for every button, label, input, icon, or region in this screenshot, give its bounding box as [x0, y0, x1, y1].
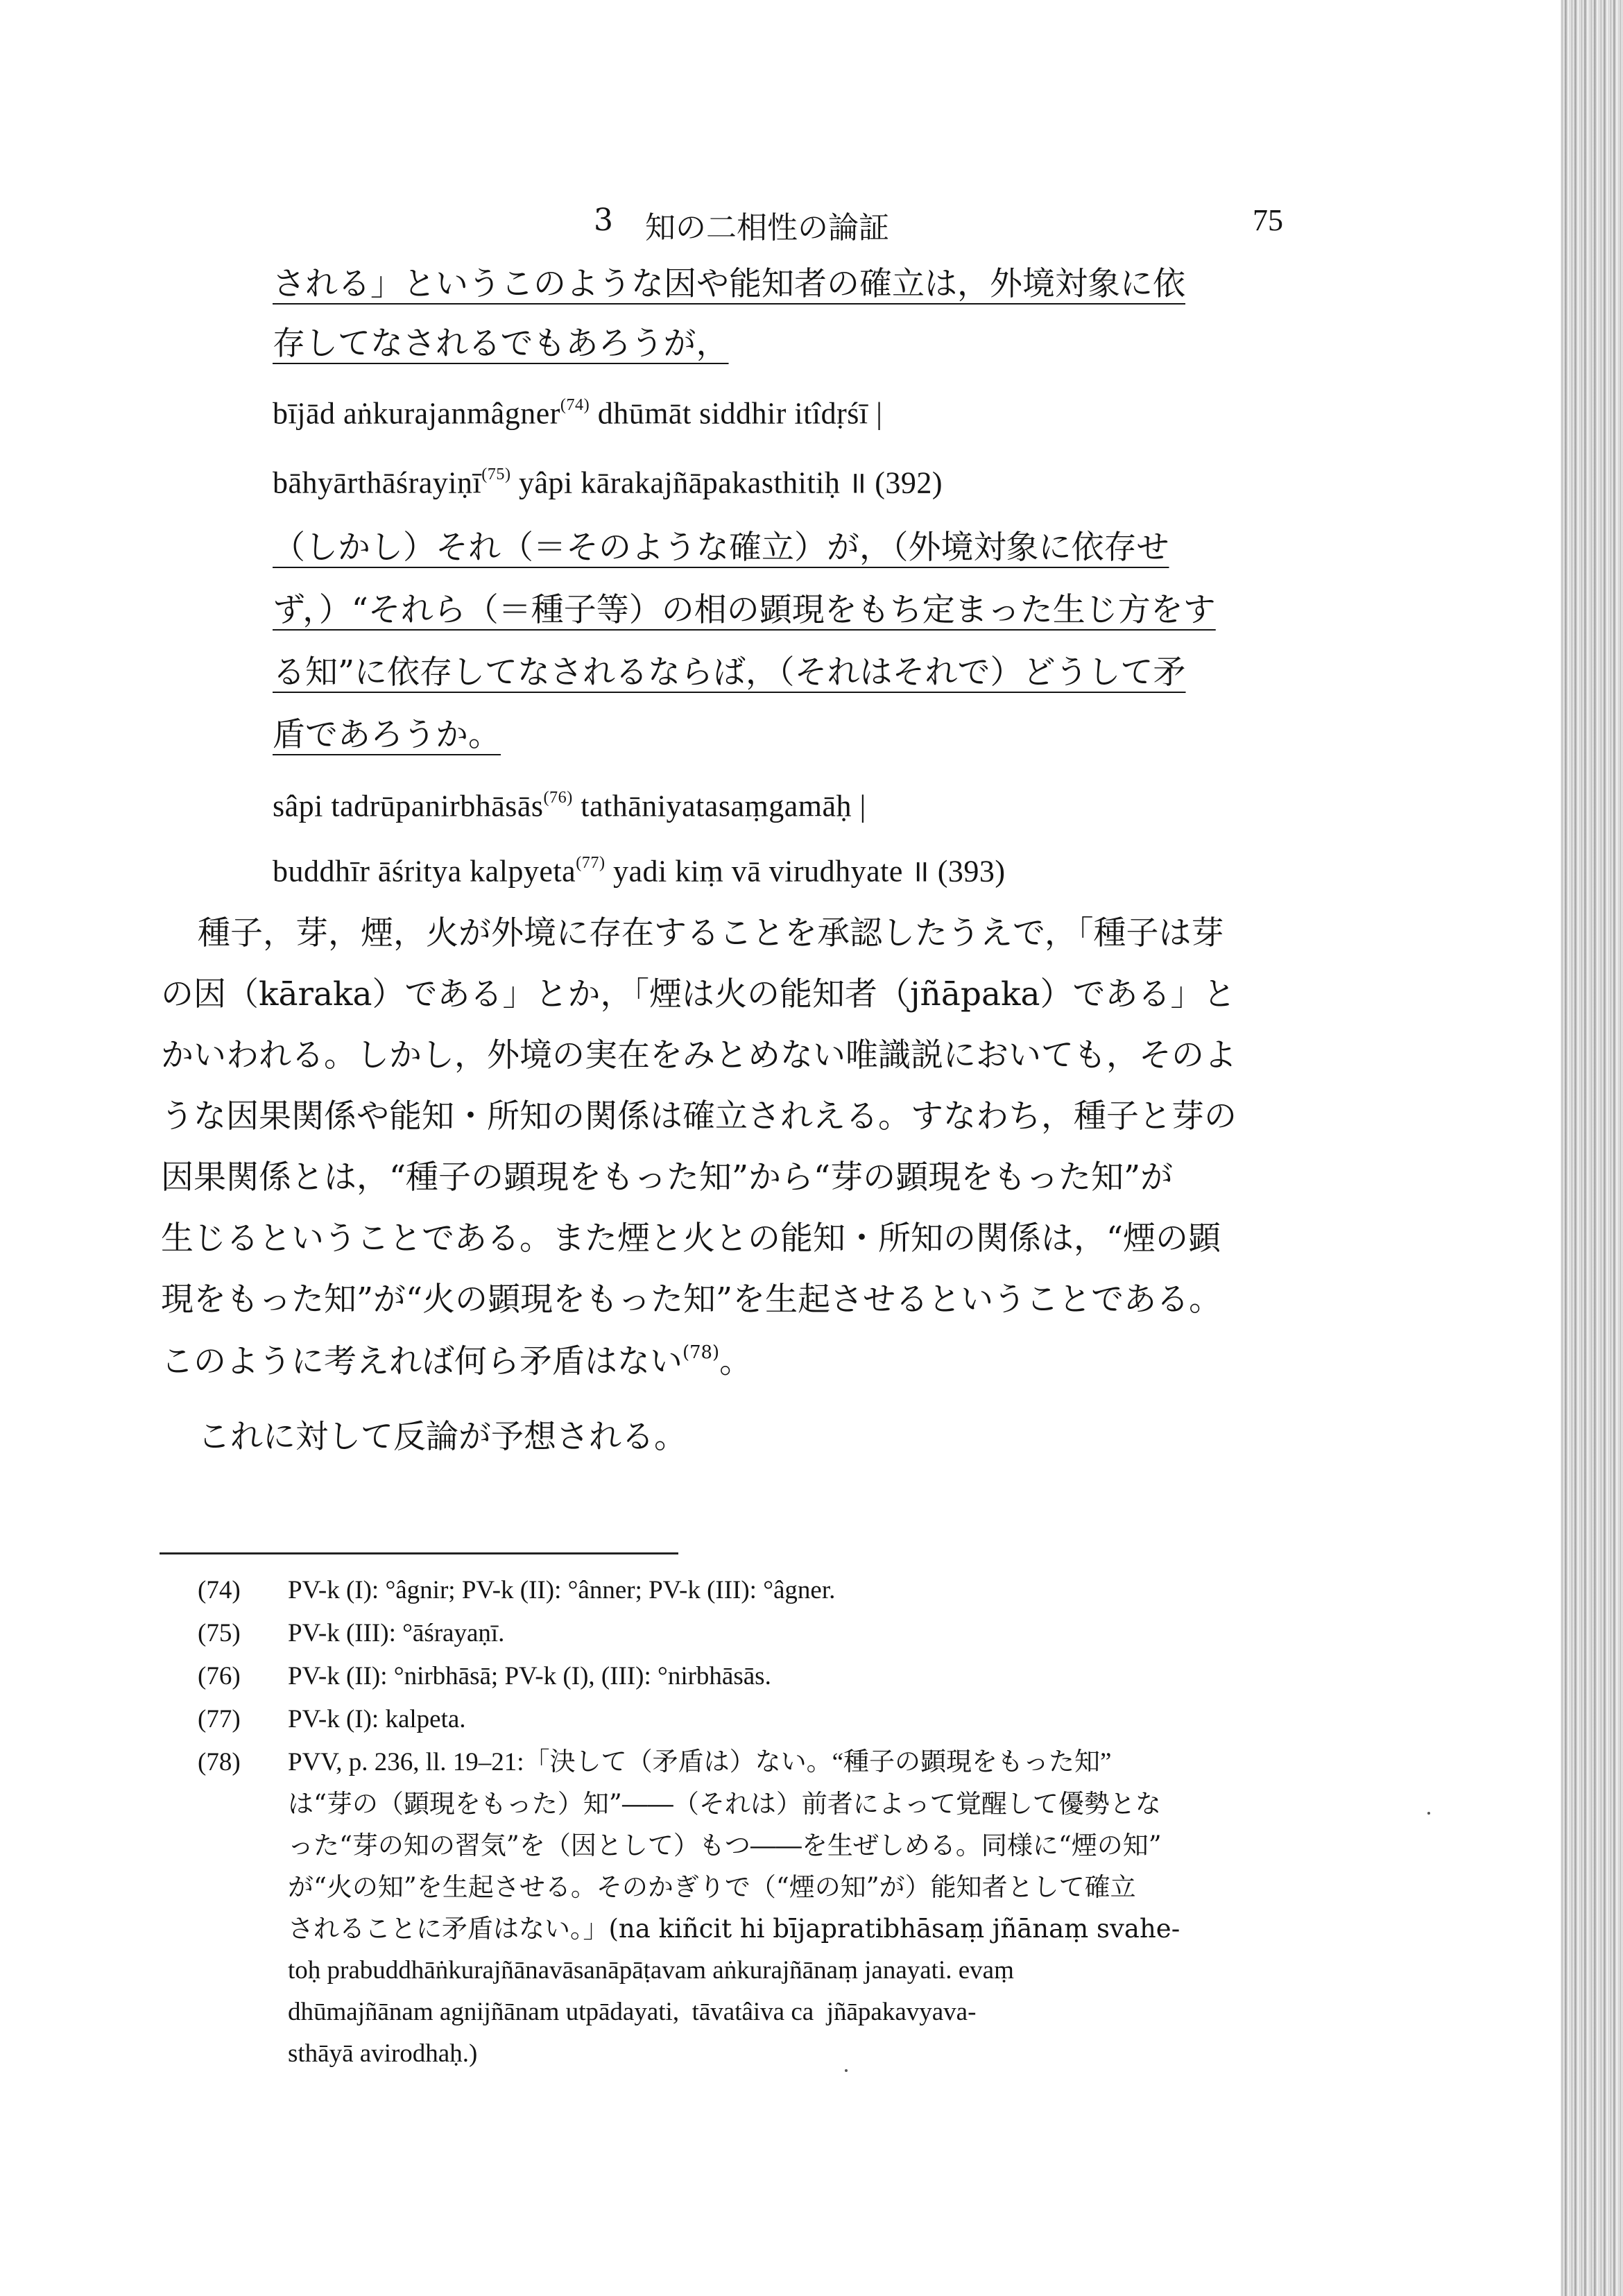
footnote-continuation-line: った“芽の知の習気”を（因として）もつ――を生ぜしめる。同様に“煙の知” [288, 1831, 1162, 1860]
translation-line: ず，）“それら（＝種子等）の相の顕現をもち定まった生じ方をす [273, 591, 1216, 629]
commentary-line: かいわれる。しかし，外境の実在をみとめない唯識説においても，そのよ [161, 1036, 1237, 1074]
translation-line: 存してなされるでもあろうが， [273, 325, 729, 363]
section-number: 3 [594, 203, 613, 238]
footnote-ref: (78) [682, 1342, 720, 1363]
footnote-number: (77) [198, 1705, 241, 1733]
print-speck [845, 2069, 848, 2072]
footnote-number: (74) [198, 1576, 241, 1604]
footnote-number: (78) [198, 1748, 241, 1776]
footnote-ref: (77) [576, 853, 606, 872]
commentary-line: 因果関係とは，“種子の顕現をもった知”から“芽の顕現をもった知”が [161, 1158, 1174, 1197]
footnote-text: PV-k (II): °nirbhāsā; PV-k (I), (III): °nirbhāsās. [288, 1662, 771, 1690]
footnote-ref: (76) [543, 788, 573, 807]
book-binding-edge [1561, 0, 1623, 2296]
commentary-line: このように考えれば何ら矛盾はない$^{(78)}$。 [161, 1342, 753, 1381]
sanskrit-verse-line: buddhīr āśritya kalpyeta$^{(77)}$ yadi kiṃ vā virudhyate ॥ (393) [273, 853, 1006, 889]
paragraph-line: これに対して反論が予想される。 [198, 1418, 687, 1456]
footnote-continuation-line: sthāyā avirodhaḥ.) [288, 2039, 478, 2068]
translation-line: 盾であろうか。 [273, 716, 501, 754]
sanskrit-verse-line: sâpi tadrūpanirbhāsās$^{(76)}$ tathāniyatasaṃgamāḥ | [273, 788, 866, 823]
footnote-ref: (74) [560, 395, 590, 414]
commentary-line: うな因果関係や能知・所知の関係は確立されえる。すなわち，種子と芽の [161, 1097, 1237, 1136]
sanskrit-verse-line: bījād aṅkurajanmâgner$^{(74)}$ dhūmāt siddhir itîdṛśī | [273, 395, 883, 431]
footnote-number: (75) [198, 1619, 241, 1647]
sanskrit-verse-line: bāhyārthāśrayiṇī$^{(75)}$ yâpi kārakajñāpakasthitiḥ ॥ (392) [273, 465, 943, 500]
footnote-continuation-line: は“芽の（顕現をもった）知”――（それは）前者によって覚醒して優勢とな [288, 1789, 1161, 1819]
translation-line: される」というこのような因や能知者の確立は，外境対象に依 [273, 265, 1185, 303]
footnote-ref: (75) [481, 465, 511, 483]
footnote-text: PV-k (I): °âgnir; PV-k (II): °ânner; PV-k (III): °âgner. [288, 1576, 836, 1604]
footnote-text: PV-k (I): kalpeta. [288, 1705, 466, 1733]
footnote-separator [160, 1552, 678, 1554]
print-speck [1427, 1812, 1430, 1815]
footnote-continuation-line: が“火の知”を生起させる。そのかぎりで（“煙の知”が）能知者として確立 [288, 1872, 1136, 1902]
footnote-text: PV-k (III): °āśrayaṇī. [288, 1619, 505, 1647]
footnote-continuation-line: dhūmajñānam agnijñānam utpādayati, tāvatâiva ca jñāpakavyava- [288, 1998, 977, 2026]
footnote-continuation-line: されることに矛盾はない。」(na kiñcit hi bījapratibhāsaṃ jñānaṃ svahe- [288, 1914, 1180, 1944]
commentary-line: 種子，芽，煙，火が外境に存在することを承認したうえで，「種子は芽 [198, 914, 1224, 952]
footnote-continuation-line: toḥ prabuddhāṅkurajñānavāsanāpāṭavam aṅkurajñānaṃ janayati. evaṃ [288, 1956, 1014, 1985]
translation-line: （しかし）それ（＝そのような確立）が，（外境対象に依存せ [273, 529, 1169, 567]
page-number: 75 [1253, 203, 1283, 237]
footnote-text: PVV, p. 236, ll. 19–21:「決して（矛盾は）ない。“種子の顕現をもった知” [288, 1748, 1112, 1776]
section-title: 知の二相性の論証 [645, 210, 889, 246]
footnote-number: (76) [198, 1662, 241, 1690]
translation-line: る知”に依存してなされるならば，（それはそれで）どうして矛 [273, 653, 1186, 692]
commentary-line: 生じるということである。また煙と火との能知・所知の関係は，“煙の顕 [161, 1219, 1221, 1258]
commentary-line: の因（kāraka）である」とか，「煙は火の能知者（jñāpaka）である」と [161, 975, 1236, 1013]
commentary-line: 現をもった知”が“火の顕現をもった知”を生起させるということである。 [161, 1280, 1222, 1319]
